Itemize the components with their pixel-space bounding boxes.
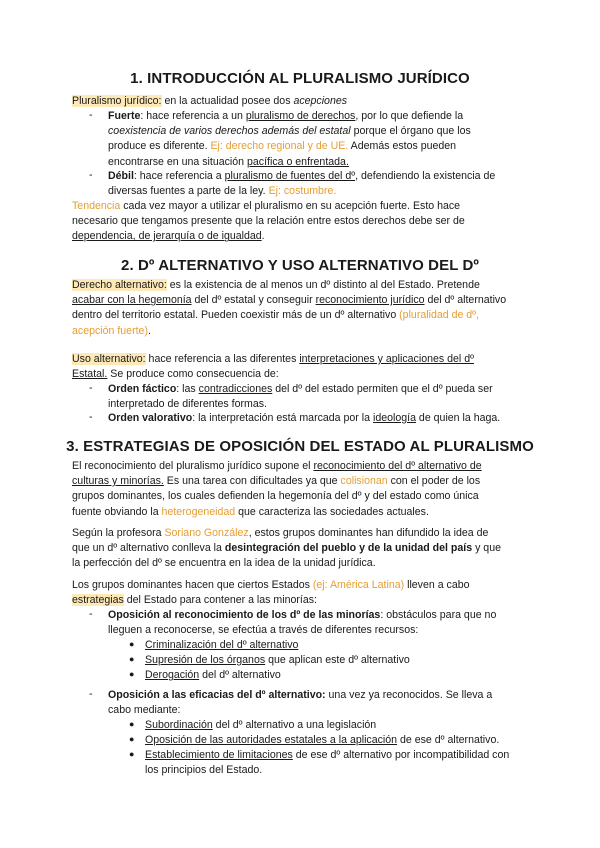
list-item: Subordinación del dº alternativo a una legislación [145, 719, 377, 731]
oposicion-eficacias-item: Oposición a las eficacias del dº alternativo: una vez ya reconocidos. Se lleva a cabo mediante: [108, 689, 493, 717]
bullet-dot: ● [129, 639, 135, 649]
section-1-title: 1. INTRODUCCIÓN AL PLURALISMO JURÍDICO [130, 70, 470, 87]
bullet-dot: ● [129, 669, 135, 679]
dash-bullet: - [89, 411, 93, 423]
list-item: Criminalización del dº alternativo [145, 639, 299, 651]
orden-factico-item: Orden fáctico: las contradicciones del dº del estado permiten que el dº pueda ser interpretado de diferentes formas. [108, 383, 493, 411]
bullet-dot: ● [129, 654, 135, 664]
fuerte-item: Fuerte: hace referencia a un pluralismo de derechos, por lo que defiende la coexistencia de varios derechos además del estatal porque el órgano que los produce es diferente. Ej: derecho regional y de UE. Además estos pueden encontrarse en una situación pacífica o enfrentada. [108, 110, 471, 168]
section-3-title: 3. ESTRATEGIAS DE OPOSICIÓN DEL ESTADO AL PLURALISMO [66, 438, 534, 455]
dash-bullet: - [89, 382, 93, 394]
bullet-dot: ● [129, 719, 135, 729]
dash-bullet: - [89, 608, 93, 620]
dash-bullet: - [89, 109, 93, 121]
list-item: Establecimiento de limitaciones de ese dº alternativo por incompatibilidad con los principios del Estado. [145, 749, 510, 777]
oposicion-reconocimiento-item: Oposición al reconocimiento de los dº de las minorías: obstáculos para que no lleguen a reconocerse, se efectúa a través de diferentes recursos: [108, 609, 497, 637]
list-item: Supresión de los órganos que aplican este dº alternativo [145, 654, 410, 666]
dash-bullet: - [89, 688, 93, 700]
section-2-title: 2. Dº ALTERNATIVO Y USO ALTERNATIVO DEL Dº [121, 257, 479, 274]
derecho-alternativo-paragraph: Derecho alternativo: es la existencia de al menos un dº distinto al del Estado. Pretende acabar con la hegemonía del dº estatal y conseguir reconocimiento jurídico del dº alternativo dentro del territorio estatal. Pueden coexistir más de un dº alternativo (pluralidad de dº, acepción fuerte). [72, 279, 507, 337]
bullet-dot: ● [129, 734, 135, 744]
list-item: Derogación del dº alternativo [145, 669, 281, 681]
debil-item: Débil: hace referencia a pluralismo de fuentes del dº, defendiendo la existencia de diversas fuentes a parte de la ley. Ej: costumbre. [108, 170, 496, 198]
tendencia-paragraph: Tendencia cada vez mayor a utilizar el pluralismo en su acepción fuerte. Esto hace necesario que tengamos presente que la relación entre estos derechos debe ser de dependencia, de jerarquía o de igualdad. [72, 200, 465, 243]
orden-valorativo-item: Orden valorativo: la interpretación está marcada por la ideología de quien la haga. [108, 412, 501, 424]
uso-alternativo-paragraph: Uso alternativo: hace referencia a las diferentes interpretaciones y aplicaciones del dº Estatal. Se produce como consecuencia de: [72, 353, 474, 381]
estrategias-paragraph: Los grupos dominantes hacen que ciertos Estados (ej: América Latina) lleven a cabo estrategias del Estado para contener a las minorías: [72, 579, 470, 607]
reconocimiento-paragraph: El reconocimiento del pluralismo jurídico supone el reconocimiento del dº alternativo de culturas y minorías. Es una tarea con dificultades ya que colisionan con el poder de los grupos dominantes, los cuales defienden la hegemonía del dº y del estado como única fuente obviando la heterogeneidad que caracteriza las sociedades actuales. [72, 460, 482, 518]
soriano-paragraph: Según la profesora Soriano González, estos grupos dominantes han difundido la idea de que un dº alternativo conlleva la desintegración del pueblo y de la unidad del país y que la perfección del dº se encuentra en la idea de la unidad jurídica. [72, 527, 501, 570]
pluralismo-definition: Pluralismo jurídico: en la actualidad posee dos acepciones [72, 95, 348, 107]
dash-bullet: - [89, 169, 93, 181]
list-item: Oposición de las autoridades estatales a la aplicación de ese dº alternativo. [145, 734, 500, 746]
bullet-dot: ● [129, 749, 135, 759]
